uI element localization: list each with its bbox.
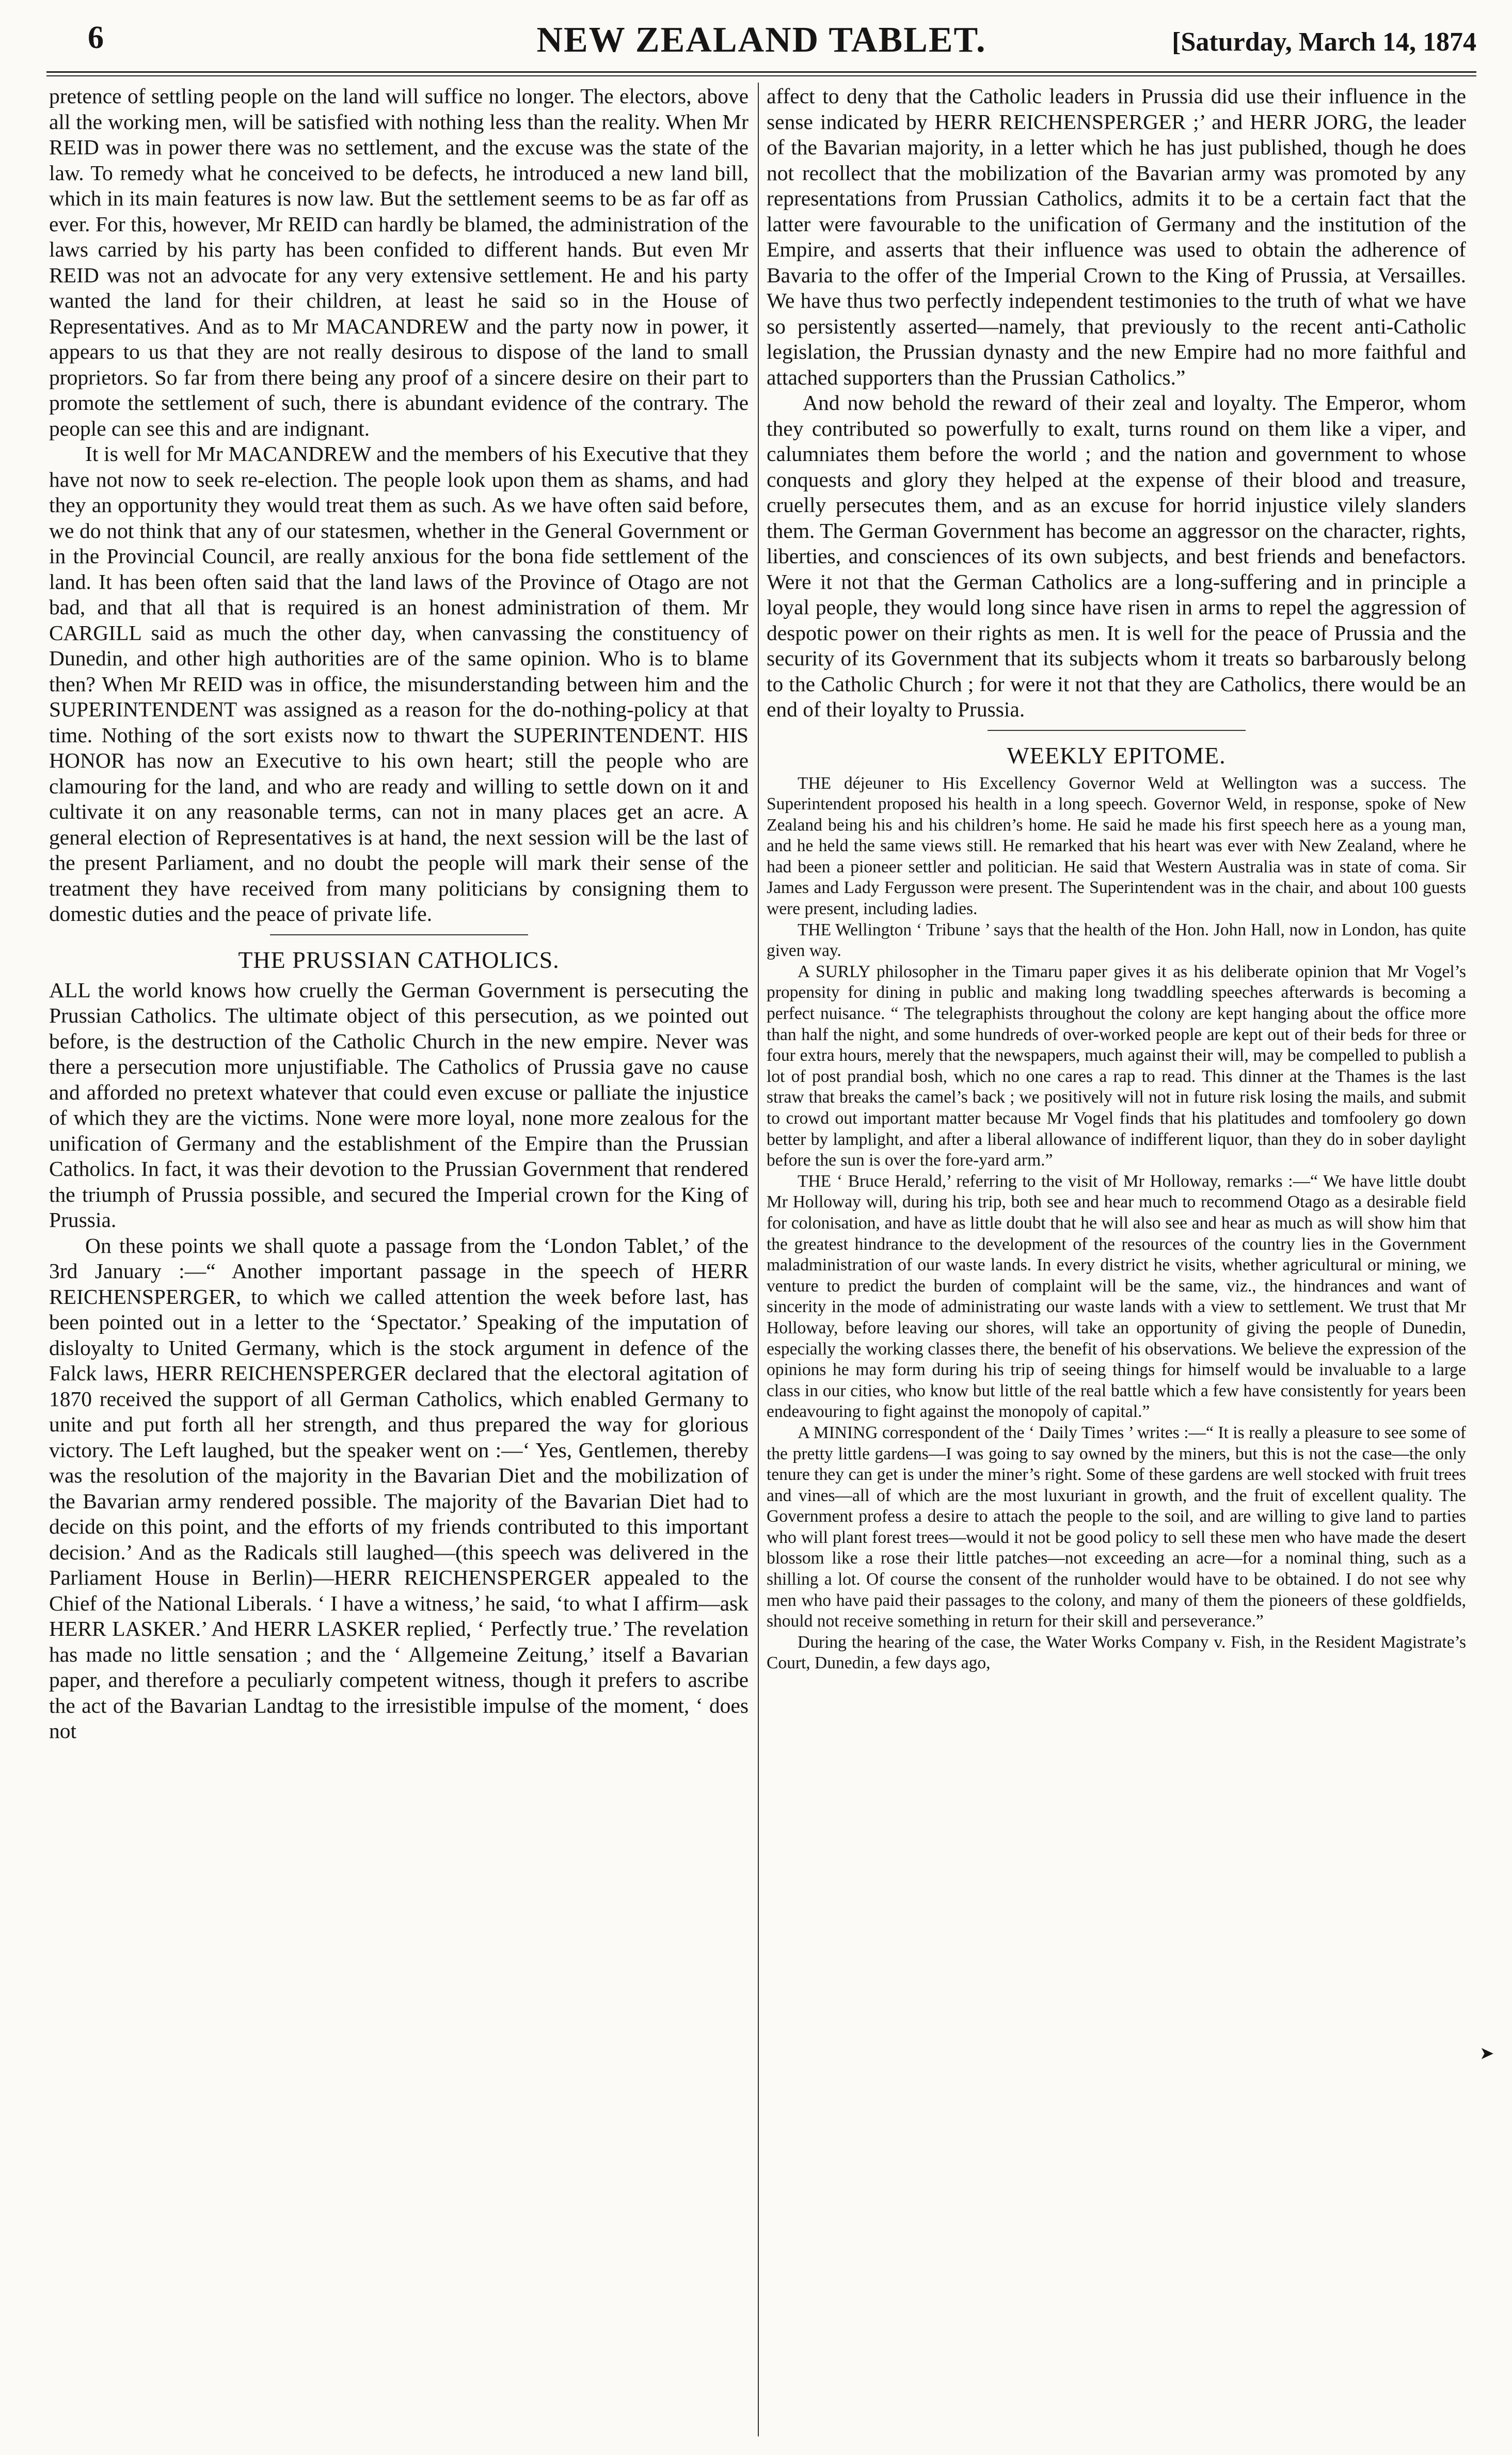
article-paragraph: It is well for Mr MACANDREW and the members of his Executive that they have not now to seek re-election. The people look upon them as shams, and had they an opportunity they would treat them as such. As we have often said before, we do not think that any of our statesmen, whether in the General Government or in the Provincial Council, are really anxious for the bona fide settlement of the land. It has been often said that the land laws of the Province of Otago are not bad, and that all that is required is an honest administration of them. Mr CARGILL said as much the other day, when canvassing the constituency of Dunedin, and other high authorities are of the same opinion. Who is to blame then? When Mr REID was in office, the misunderstanding between him and the SUPERINTENDENT was assigned as a reason for the do-nothing-policy at that time. Nothing of the sort exists now to thwart the SUPERINTENDENT. HIS HONOR has now an Executive to his own heart; still the people who are clamouring for the land, and who are ready and willing to settle down on it and cultivate it on any reasonable terms, can not in many places get an acre. A general election of Representatives is at hand, the next session will be the last of the present Parliament, and no doubt the people will mark their sense of the treatment they have received from many politicians by consigning them to domestic duties and the peace of private life. (49, 442, 749, 926)
column-divider (758, 83, 759, 2436)
page-number: 6 (88, 20, 104, 55)
epitome-item: During the hearing of the case, the Water Works Company v. Fish, in the Resident Magistrate’s Court, Dunedin, a few days ago, (767, 1632, 1466, 1673)
page-header (46, 12, 1476, 72)
article-paragraph: affect to deny that the Catholic leaders in Prussia did use their influence in the sense indicated by HERR REICHENSPERGER ;’ and HERR JORG, the leader of the Bavarian majority, in a letter which he has just published, though he does not recollect that the mobilization of the Bavarian army was promoted by any representations from Prussian Catholics, admits it to be a certain fact that the latter were favourable to the unification of Germany and the institution of the Empire, and asserts that their influence was used to obtain the adherence of Bavaria to the offer of the Imperial Crown to the King of Prussia, at Versailles. We have thus two perfectly independent testimonies to the truth of what we have so persistently asserted—namely, that previously to the recent anti-Catholic legislation, the Prussian dynasty and the new Empire had no more faithful and attached supporters than the Prussian Catholics.” (767, 84, 1466, 389)
section-heading: WEEKLY EPITOME. (1007, 742, 1226, 769)
epitome-item: THE déjeuner to His Excellency Governor Weld at Wellington was a success. The Superintendent proposed his health in a long speech. Governor Weld, in response, spoke of New Zealand being his and his children’s home. He said he made his first speech here as a young man, and he held the same views still. He remarked that his heart was ever with New Zealand, where he had been a pioneer settler and politician. He said that Western Australia was in state of coma. Sir James and Lady Fergusson were present. The Superintendent was in the chair, and about 100 guests were present, including ladies. (767, 773, 1466, 919)
epitome-item: THE Wellington ‘ Tribune ’ says that the health of the Hon. John Hall, now in London, has quite given way. (767, 920, 1466, 961)
epitome-item: A MINING correspondent of the ‘ Daily Times ’ writes :—“ It is really a pleasure to see some of the pretty little gardens—I was going to say owned by the miners, but this is not the case—the only tenure they can get is under the miner’s right. Some of these gardens are well stocked with fruit trees and vines—all of which are the most luxuriant in growth, and the fruit of excellent quality. The Government profess a desire to attach the people to the soil, and are willing to give land to parties who will plant forest trees—would it not be good policy to sell these men who have made the desert blossom like a rose their little patches—not exceeding an acre—for a nominal thing, such as a shilling a lot. Of course the consent of the runholder would have to be obtained. I do not see why men who have paid their passages to the colony, and many of them the pioneers of these goldfields, should not receive something in return for their skill and perseverance.” (767, 1423, 1466, 1631)
epitome-item: A SURLY philosopher in the Timaru paper gives it as his deliberate opinion that Mr Vogel’s propensity for dining in public and making long twaddling speeches afterwards is becoming a perfect nuisance. “ The telegraphists throughout the colony are kept hanging about the office more than half the night, and some hundreds of over-worked people are kept out of their beds for three or four extra hours, merely that the newspapers, much against their will, may be compelled to publish a lot of post prandial bosh, which no one cares a rap to read. This dinner at the Thames is the last straw that breaks the camel’s back ; we positively will not in future risk losing the mails, and submit to crowd out important matter because Mr Vogel finds that his platitudes and tomfoolery go down better by lamplight, and after a liberal allowance of indifferent liquor, than they do in sober daylight before the sun is over the fore-yard arm.” (767, 962, 1466, 1170)
section-heading: THE PRUSSIAN CATHOLICS. (238, 946, 560, 973)
header-rule (46, 71, 1476, 76)
section-rule (270, 934, 528, 935)
epitome-item: THE ‘ Bruce Herald,’ referring to the visit of Mr Holloway, remarks :—“ We have little doubt Mr Holloway will, during his trip, both see and hear much to recommend Otago as a desirable field for colonisation, and have as little doubt that he will also see and hear as much as will show him that the greatest hindrance to the development of the resources of the country lies in the Government maladministration of our waste lands. In every district he visits, whether agricultural or mining, we venture to predict the burden of complaint will be the same, viz., the hindrances and want of sincerity in the mode of administrating our waste lands with a view to settlement. We trust that Mr Holloway, before leaving our shores, will take an opportunity of giving the people of Dunedin, especially the working classes there, the benefit of his observations. We believe the expression of the opinions he may form during his trip of seeing things for himself would be invaluable to a large class in our cities, who know but little of the real battle which a few have consistently for years been endeavouring to fight against the monopoly of capital.” (767, 1171, 1466, 1422)
left-column (49, 84, 749, 1744)
epitome-section (767, 773, 1466, 1675)
right-column (767, 84, 1466, 1674)
margin-pointer-icon: ➤ (1479, 2044, 1494, 2063)
newspaper-title: NEW ZEALAND TABLET. (536, 20, 986, 60)
issue-date: [Saturday, March 14, 1874 (1172, 27, 1476, 57)
article-paragraph: pretence of settling people on the land will suffice no longer. The electors, above all the working men, will be satisfied with nothing less than the reality. When Mr REID was in power there was no settlement, and the excuse was the state of the law. To remedy what he conceived to be defects, he introduced a new land bill, which in its main features is now law. But the settlement seems to be as far off as ever. For this, however, Mr REID can hardly be blamed, the administration of the laws carried by his party has been confided to different hands. But even Mr REID was not an advocate for any very extensive settlement. He and his party wanted the land for their children, at least he said so in the House of Representatives. And as to Mr MACANDREW and the party now in power, it appears to us that they are not really desirous to dispose of the land to small proprietors. So far from there being any proof of a sincere desire on their part to promote the settlement of such, there is abundant evidence of the contrary. The people can see this and are indignant. (49, 84, 749, 440)
article-paragraph: On these points we shall quote a passage from the ‘London Tablet,’ of the 3rd January :—“ Another important passage in the speech of HERR REICHENSPERGER, to which we called attention the week before last, has been pointed out in a letter to the ‘Spectator.’ Speaking of the imputation of disloyalty to United Germany, which is the stock argument in defence of the Falck laws, HERR REICHENSPERGER declared that the electoral agitation of 1870 received the support of all German Catholics, which enabled Germany to unite and put forth all her strength, and thus prepared the way for glorious victory. The Left laughed, but the speaker went on :—‘ Yes, Gentlemen, thereby was the resolution of the majority in the Bavarian Diet and the mobilization of the Bavarian army rendered possible. The majority of the Bavarian Diet had to decide on this point, and the efforts of my friends contributed to this important decision.’ And as the Radicals still laughed—(this speech was delivered in the Parliament House in Berlin)—HERR REICHENSPERGER appealed to the Chief of the National Liberals. ‘ I have a witness,’ he said, ‘to what I affirm—ask HERR LASKER.’ And HERR LASKER replied, ‘ Perfectly true.’ The revelation has made no little sensation ; and the ‘ Allgemeine Zeitung,’ itself a Bavarian paper, and therefore a peculiarly competent witness, though it prefers to ascribe the act of the Bavarian Landtag to the irresistible impulse of the moment, ‘ does not (49, 1233, 749, 1743)
article-paragraph: And now behold the reward of their zeal and loyalty. The Emperor, whom they contributed so powerfully to exalt, turns round on them like a viper, and calumniates them before the world ; and the nation and government to whose conquests and glory they helped at the expense of their blood and treasure, cruelly persecutes them, and as an excuse for horrid injustice vilely slanders them. The German Government has become an aggressor on the character, rights, liberties, and consciences of its own subjects, and best friends and benefactors. Were it not that the German Catholics are a long-suffering and in principle a loyal people, they would long since have risen in arms to repel the aggression of despotic power on their rights as men. It is well for the peace of Prussia and the security of its Government that its subjects whom it treats so barbarously belong to the Catholic Church ; for were it not that they are Catholics, there would be an end of their loyalty to Prussia. (767, 391, 1466, 721)
article-paragraph: ALL the world knows how cruelly the German Government is persecuting the Prussian Catholics. The ultimate object of this persecution, as we pointed out before, is the destruction of the Catholic Church in the new empire. Never was there a persecution more unjustifiable. The Catholics of Prussia gave no cause and afforded no pretext whatever that could even excuse or palliate the injustice of which they are the victims. None were more loyal, none more zealous for the unification of Germany and the establishment of the Empire than the Prussian Catholics. In fact, it was their devotion to the Prussian Government that rendered the triumph of Prussia possible, and secured the Imperial crown for the King of Prussia. (49, 978, 749, 1232)
section-rule (988, 730, 1246, 731)
